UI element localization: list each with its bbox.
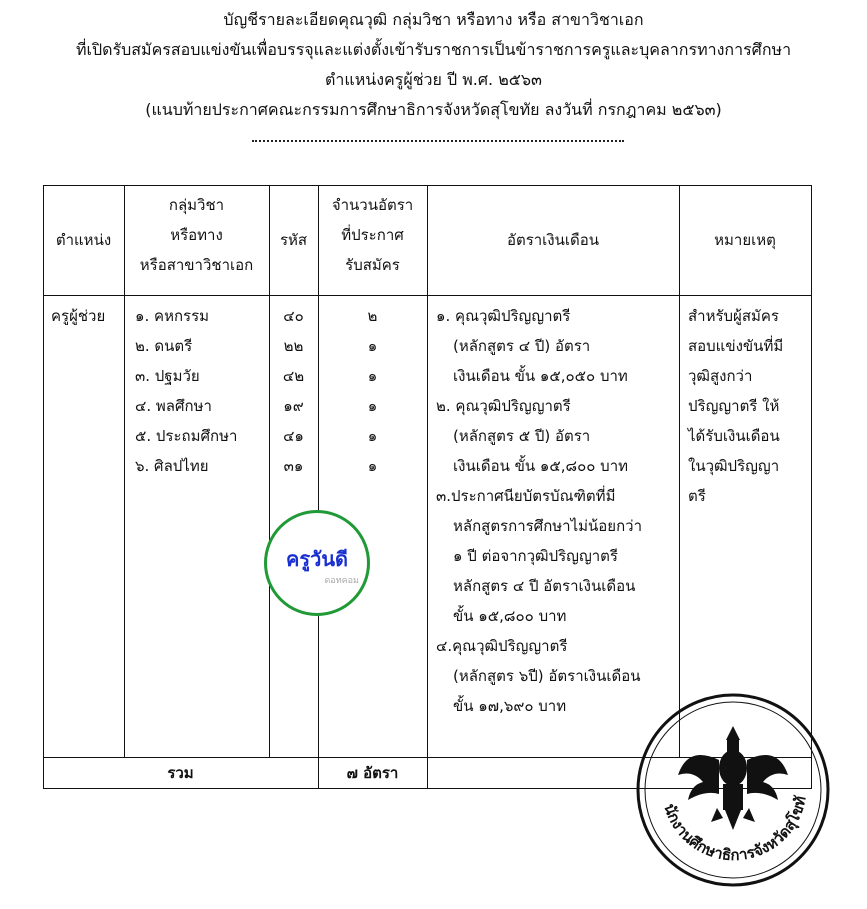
remark-line: ได้รับเงินเดือน <box>688 427 780 445</box>
header-remark: หมายเหตุ <box>714 231 776 249</box>
salary-line: ขั้น ๑๕,๘๐๐ บาท <box>453 607 567 625</box>
official-seal <box>633 690 833 890</box>
subject-name: ๖. ศิลปไทย <box>135 457 209 475</box>
subject-count: ๑ <box>367 337 378 355</box>
header-code: รหัส <box>279 231 308 249</box>
salary-line: ๑. คุณวุฒิปริญญาตรี <box>436 307 571 325</box>
salary-line: หลักสูตรการศึกษาไม่น้อยกว่า <box>453 517 643 535</box>
subject-count: ๑ <box>367 397 378 415</box>
salary-line: เงินเดือน ขั้น ๑๕,๐๕๐ บาท <box>453 367 628 385</box>
watermark-sub-text: ดอทคอม <box>324 576 359 586</box>
salary-line: หลักสูตร ๔ ปี อัตราเงินเดือน <box>453 577 636 595</box>
subject-count: ๑ <box>367 367 378 385</box>
remark-line: ในวุฒิปริญญา <box>688 457 780 475</box>
svg-text:สำนักงานศึกษาธิการจังหวัดสุโขท: นักงานศึกษาธิการจังหวัดสุโขทั <box>660 794 810 865</box>
total-value: ๗ อัตรา <box>346 764 399 782</box>
subject-code: ๔๒ <box>282 367 305 385</box>
salary-line: เงินเดือน ขั้น ๑๕,๘๐๐ บาท <box>453 457 629 475</box>
header-group-1: กลุ่มวิชา <box>168 196 225 214</box>
subject-code: ๔๑ <box>283 427 304 445</box>
subject-code: ๒๒ <box>283 337 304 355</box>
remark-line: วุฒิสูงกว่า <box>688 367 753 385</box>
salary-line: ๔.คุณวุฒิปริญญาตรี <box>436 637 568 655</box>
subject-name: ๕. ประถมศึกษา <box>135 427 238 445</box>
salary-line: (หลักสูตร ๕ ปี) อัตรา <box>453 427 591 445</box>
garuda-seal-icon <box>633 690 833 890</box>
subject-code: ๓๑ <box>283 457 304 475</box>
subject-name: ๔. พลศึกษา <box>135 397 212 415</box>
remark-line: สอบแข่งขันที่มี <box>688 337 784 355</box>
dotted-separator <box>252 140 624 142</box>
total-label: รวม <box>167 764 194 782</box>
subject-code: ๑๙ <box>283 397 304 415</box>
header-group-3: หรือสาขาวิชาเอก <box>139 256 254 274</box>
header-group-2: หรือทาง <box>170 226 223 244</box>
subject-count: ๑ <box>367 427 378 445</box>
salary-line: ๓.ประกาศนียบัตรบัณฑิตที่มี <box>436 487 616 505</box>
position-cell: ครูผู้ช่วย <box>51 307 106 325</box>
doc-title-line1: บัญชีรายละเอียดคุณวุฒิ กลุ่มวิชา หรือทาง หรือ สาขาวิชาเอก <box>223 10 644 29</box>
doc-title-line4: (แนบท้ายประกาศคณะกรรมการศึกษาธิการจังหวัดสุโขทัย ลงวันที่ กรกฎาคม ๒๕๖๓) <box>145 100 722 119</box>
remark-line: สำหรับผู้สมัคร <box>688 307 779 325</box>
subject-count: ๒ <box>367 307 378 325</box>
salary-line: (หลักสูตร ๖ปี) อัตราเงินเดือน <box>453 667 641 685</box>
salary-line: ขั้น ๑๗,๖๙๐ บาท <box>453 697 567 715</box>
remark-line: ปริญญาตรี ให้ <box>688 397 780 415</box>
subject-count: ๑ <box>367 457 378 475</box>
subject-name: ๑. คหกรรม <box>135 307 210 325</box>
salary-line: ๒. คุณวุฒิปริญญาตรี <box>436 397 571 415</box>
watermark-main-text: ครูวันดี <box>285 547 348 571</box>
header-salary: อัตราเงินเดือน <box>506 231 600 249</box>
header-count-3: รับสมัคร <box>345 256 400 274</box>
subject-code: ๔๐ <box>283 307 304 325</box>
doc-title-line2: ที่เปิดรับสมัครสอบแข่งขันเพื่อบรรจุและแต่งตั้งเข้ารับราชการเป็นข้าราชการครูและบุคลากรทางการศึกษา <box>75 40 792 59</box>
watermark-badge <box>264 510 370 616</box>
salary-line: (หลักสูตร ๔ ปี) อัตรา <box>453 337 591 355</box>
header-count-2: ที่ประกาศ <box>341 226 404 244</box>
salary-line: ๑ ปี ต่อจากวุฒิปริญญาตรี <box>453 547 618 565</box>
doc-title-line3: ตำแหน่งครูผู้ช่วย ปี พ.ศ. ๒๕๖๓ <box>325 70 542 89</box>
header-count-1: จำนวนอัตรา <box>331 196 414 214</box>
remark-line: ตรี <box>688 487 706 505</box>
subject-name: ๓. ปฐมวัย <box>135 367 200 385</box>
header-position: ตำแหน่ง <box>55 231 112 249</box>
subject-name: ๒. ดนตรี <box>135 337 193 355</box>
